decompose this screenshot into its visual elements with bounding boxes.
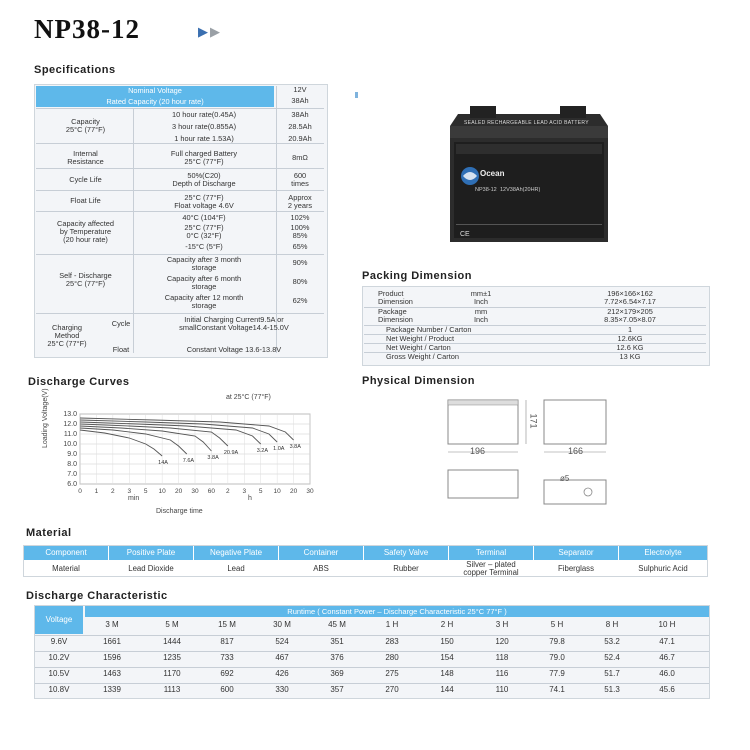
- y-tick-label: 13.0: [63, 411, 77, 418]
- charging-float-label: Float: [112, 345, 130, 354]
- y-tick-label: 9.0: [67, 451, 77, 458]
- runtime-cell: 116: [495, 669, 509, 678]
- charging-cycle-label: Cycle: [111, 319, 131, 328]
- runtime-cell: 376: [330, 653, 344, 662]
- temperature-cond: -15°C (5°F): [185, 242, 223, 251]
- material-value: Lead Dioxide: [128, 564, 174, 573]
- y-tick-label: 11.0: [63, 431, 77, 438]
- dimension-depth: 166: [568, 446, 584, 456]
- runtime-cell: 74.1: [549, 685, 565, 694]
- runtime-cell: 47.1: [659, 637, 675, 646]
- temperature-label: Capacity affected by Temperature (20 hour rate): [57, 219, 114, 244]
- series-label: 7.6A: [182, 458, 195, 464]
- capacity-cond: 3 hour rate(0.855A): [171, 122, 237, 131]
- charging-method-label: Charging Method 25°C (77°F): [47, 323, 87, 348]
- runtime-column-header: 15 M: [218, 620, 236, 629]
- battery-label-top: SEALED RECHARGEABLE LEAD ACID BATTERY: [464, 120, 589, 126]
- runtime-cell: 351: [330, 637, 344, 646]
- arrow-icon: ▶: [198, 24, 208, 39]
- runtime-cell: 357: [330, 685, 344, 694]
- material-header: Separator: [534, 546, 618, 560]
- packing-values: 12.6 KG: [616, 343, 644, 352]
- runtime-cell: 51.7: [604, 669, 620, 678]
- runtime-cell: 524: [275, 637, 289, 646]
- cycle-life-cond: 50%(C20) Depth of Discharge: [172, 171, 236, 188]
- capacity-value: 20.9Ah: [288, 134, 312, 143]
- y-tick-label: 6.0: [67, 481, 77, 488]
- capacity-cond: 10 hour rate(0.45A): [171, 110, 237, 119]
- material-table: [23, 545, 708, 577]
- packing-units: mm±1 Inch: [470, 289, 492, 306]
- runtime-cell: 46.0: [659, 669, 675, 678]
- runtime-cell: 148: [440, 669, 454, 678]
- runtime-column-header: 45 M: [328, 620, 346, 629]
- runtime-cell: 1339: [103, 685, 121, 694]
- internal-resistance-cond: Full charged Battery 25°C (77°F): [170, 149, 238, 166]
- capacity-label: Capacity 25°C (77°F): [65, 117, 106, 134]
- packing-values: 1: [627, 325, 633, 334]
- runtime-cell: 1661: [103, 637, 121, 646]
- packing-values: 13 KG: [619, 352, 641, 361]
- packing-label: Package Number / Carton: [386, 325, 472, 334]
- y-tick-label: 10.0: [63, 441, 77, 448]
- self-discharge-value: 90%: [292, 258, 308, 267]
- float-life-cond: 25°C (77°F) Float voltage 4.6V: [174, 193, 234, 210]
- x-tick-label: 3: [242, 488, 247, 495]
- dimension-width: 196: [470, 446, 486, 456]
- runtime-cell: 118: [495, 653, 509, 662]
- runtime-cell: 600: [220, 685, 234, 694]
- battery-spec: 12V38Ah(20HR): [500, 187, 541, 193]
- y-tick-label: 12.0: [63, 421, 77, 428]
- capacity-value: 28.5Ah: [288, 122, 312, 131]
- runtime-cell: 53.2: [604, 637, 620, 646]
- material-header: Positive Plate: [109, 546, 193, 560]
- x-tick-label: 30: [306, 488, 314, 495]
- material-value: Silver – plated copper Terminal: [463, 560, 519, 577]
- specifications-heading: Specifications: [34, 64, 116, 76]
- runtime-column-header: 8 H: [605, 620, 619, 629]
- runtime-column-header: 1 H: [385, 620, 399, 629]
- material-value: Fiberglass: [558, 564, 594, 573]
- rated-capacity-label: Rated Capacity (20 hour rate): [106, 97, 204, 106]
- x-tick-label: 20: [174, 488, 183, 495]
- packing-label: Package Dimension: [378, 307, 413, 324]
- runtime-cell: 51.3: [604, 685, 620, 694]
- internal-resistance-label: Internal Resistance: [67, 149, 104, 166]
- x-tick-label: 3: [127, 488, 132, 495]
- runtime-cell: 275: [385, 669, 399, 678]
- charging-float-value: Constant Voltage 13.6-13.8V: [186, 345, 282, 354]
- physical-dimension-drawing: [440, 392, 620, 512]
- runtime-cell: 46.7: [659, 653, 675, 662]
- battery-brand: Ocean: [480, 169, 505, 178]
- self-discharge-cond: Capacity after 3 month storage: [166, 255, 242, 272]
- charging-cycle-value: Initial Charging Current9.5A or smallConstant Voltage14.4-15.0V: [179, 315, 289, 332]
- series-label: 3.8A: [289, 444, 301, 450]
- material-header: Electrolyte: [619, 546, 707, 560]
- voltage-cell: 10.2V: [48, 653, 70, 662]
- runtime-cell: 1463: [103, 669, 121, 678]
- material-header: Component: [24, 546, 108, 560]
- packing-units: mm Inch: [474, 307, 488, 324]
- discharge-curves-chart: [40, 400, 320, 500]
- nominal-voltage-value: 12V: [293, 85, 307, 94]
- runtime-cell: 733: [220, 653, 234, 662]
- series-label: 3.2A: [256, 448, 269, 454]
- packing-values: 12.6KG: [617, 334, 643, 343]
- x-tick-label: 20: [289, 488, 298, 495]
- runtime-cell: 817: [220, 637, 234, 646]
- packing-label: Net Weight / Carton: [386, 343, 451, 352]
- series-label: 3.8A: [207, 455, 219, 461]
- material-header: Container: [279, 546, 363, 560]
- voltage-cell: 9.6V: [50, 637, 68, 646]
- chart-ylabel: Loading Voltage(V): [42, 388, 49, 448]
- x-tick-label: 0: [78, 488, 82, 495]
- runtime-cell: 154: [440, 653, 454, 662]
- material-value: ABS: [313, 564, 329, 573]
- runtime-cell: 120: [495, 637, 509, 646]
- float-life-value: Approx 2 years: [287, 193, 313, 210]
- runtime-cell: 1444: [163, 637, 181, 646]
- packing-label: Gross Weight / Carton: [386, 352, 459, 361]
- x-tick-label: 2: [226, 488, 230, 495]
- runtime-cell: 330: [275, 685, 289, 694]
- runtime-cell: 426: [275, 669, 289, 678]
- runtime-cell: 1170: [163, 669, 181, 678]
- runtime-cell: 280: [385, 653, 399, 662]
- packing-heading: Packing Dimension: [362, 270, 472, 282]
- packing-label: Product Dimension: [378, 289, 413, 306]
- runtime-cell: 52.4: [604, 653, 620, 662]
- cycle-life-value: 600 times: [291, 171, 309, 188]
- battery-model: NP38-12: [475, 187, 497, 193]
- chart-note: at 25°C (77°F): [226, 394, 271, 401]
- x-tick-label: 1: [94, 488, 99, 495]
- runtime-cell: 467: [275, 653, 289, 662]
- runtime-cell: 1113: [163, 685, 181, 694]
- chart-min-label: min: [128, 495, 140, 502]
- runtime-cell: 1596: [103, 653, 121, 662]
- y-tick-label: 8.0: [67, 461, 77, 468]
- dimension-height: 171: [528, 413, 539, 429]
- runtime-column-header: 3 M: [105, 620, 119, 629]
- float-life-label: Float Life: [70, 196, 101, 205]
- chart-h-label: h: [248, 495, 252, 502]
- self-discharge-cond: Capacity after 12 month storage: [164, 293, 244, 310]
- material-header: Negative Plate: [194, 546, 278, 560]
- x-tick-label: 10: [273, 488, 281, 495]
- runtime-cell: 45.6: [659, 685, 675, 694]
- runtime-column-header: 5 H: [550, 620, 564, 629]
- runtime-cell: 79.8: [549, 637, 565, 646]
- temperature-cond: 40°C (104°F): [182, 213, 226, 222]
- packing-values: 196×166×162 7.72×6.54×7.17: [604, 289, 656, 306]
- runtime-cell: 150: [440, 637, 454, 646]
- x-tick-label: 30: [191, 488, 199, 495]
- page-title: NP38-12: [34, 14, 140, 44]
- series-label: 1.0A: [273, 446, 285, 452]
- runtime-cell: 79.0: [549, 653, 565, 662]
- x-tick-label: 2: [111, 488, 115, 495]
- runtime-column-header: 30 M: [273, 620, 291, 629]
- discharge-characteristic-heading: Discharge Characteristic: [26, 590, 168, 602]
- material-header: Terminal: [449, 546, 533, 560]
- self-discharge-value: 80%: [292, 277, 308, 286]
- material-value: Sulphuric Acid: [638, 564, 688, 573]
- runtime-cell: 1235: [163, 653, 181, 662]
- material-header: Safety Valve: [364, 546, 448, 560]
- x-tick-label: 10: [158, 488, 166, 495]
- runtime-cell: 692: [220, 669, 234, 678]
- capacity-cond: 1 hour rate 1.53A): [174, 134, 234, 143]
- material-value: Lead: [227, 564, 245, 573]
- decor-mark: [355, 92, 358, 98]
- internal-resistance-value: 8mΩ: [292, 153, 308, 162]
- svg-text:CE: CE: [460, 231, 470, 238]
- voltage-cell: 10.8V: [48, 685, 70, 694]
- runtime-cell: 77.9: [549, 669, 565, 678]
- runtime-cell: 283: [385, 637, 399, 646]
- cycle-life-label: Cycle Life: [69, 175, 102, 184]
- capacity-value: 38Ah: [291, 110, 309, 119]
- temperature-cond: 25°C (77°F) 0°C (32°F): [184, 223, 224, 240]
- packing-values: 212×179×205 8.35×7.05×8.07: [604, 307, 656, 324]
- runtime-column-header: 5 M: [165, 620, 179, 629]
- self-discharge-value: 62%: [292, 296, 308, 305]
- runtime-cell: 270: [385, 685, 399, 694]
- x-tick-label: 60: [207, 488, 216, 495]
- runtime-column-header: 3 H: [495, 620, 509, 629]
- temperature-value: 100% 85%: [290, 223, 310, 240]
- arrow-icon: ▶: [210, 24, 220, 39]
- runtime-caption: Runtime ( Constant Power – Discharge Characteristic 25°C 77°F ): [287, 607, 507, 616]
- runtime-cell: 110: [495, 685, 509, 694]
- material-value: Rubber: [393, 564, 419, 573]
- discharge-characteristic-table: [34, 605, 710, 699]
- temperature-value: 102%: [290, 213, 310, 222]
- runtime-column-header: 10 H: [658, 620, 676, 629]
- series-label: 20.9A: [223, 450, 239, 456]
- temperature-value: 65%: [292, 242, 308, 251]
- voltage-cell: 10.5V: [48, 669, 70, 678]
- series-label: 14A: [158, 460, 168, 466]
- material-heading: Material: [26, 527, 72, 539]
- x-tick-label: 5: [258, 488, 263, 495]
- rated-capacity-value: 38Ah: [291, 96, 309, 105]
- physical-heading: Physical Dimension: [362, 375, 475, 387]
- terminal-diameter: ø5: [560, 474, 570, 483]
- runtime-column-header: 2 H: [440, 620, 454, 629]
- self-discharge-cond: Capacity after 6 month storage: [166, 274, 242, 291]
- chart-xlabel: Discharge time: [156, 508, 203, 515]
- nominal-voltage-label: Nominal Voltage: [128, 86, 182, 95]
- self-discharge-label: Self - Discharge 25°C (77°F): [59, 271, 112, 288]
- y-tick-label: 7.0: [67, 471, 77, 478]
- discharge-curves-heading: Discharge Curves: [28, 376, 130, 388]
- runtime-cell: 144: [440, 685, 454, 694]
- runtime-cell: 369: [330, 669, 344, 678]
- material-value: Material: [52, 564, 80, 573]
- voltage-header: Voltage: [45, 615, 73, 624]
- x-tick-label: 5: [143, 488, 148, 495]
- packing-label: Net Weight / Product: [386, 334, 455, 343]
